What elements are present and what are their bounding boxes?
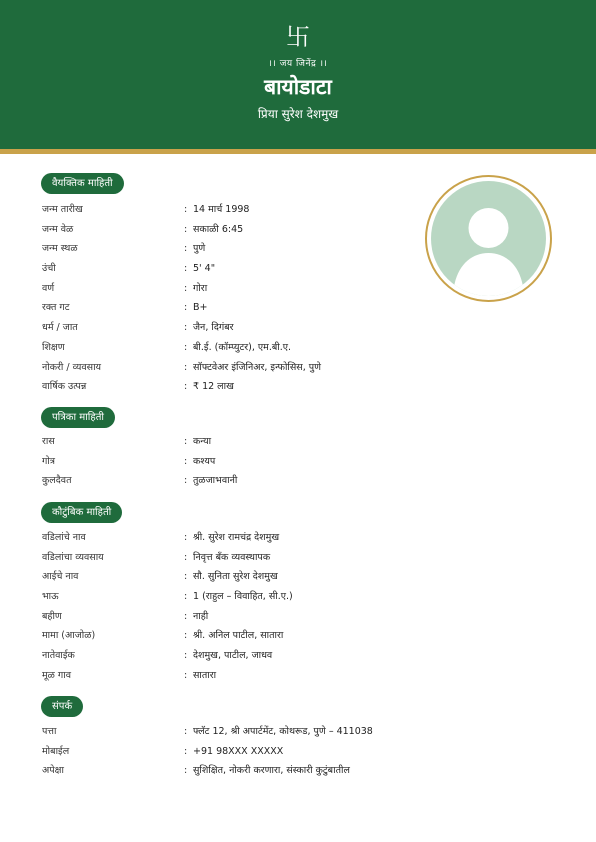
row-label: गोत्र bbox=[42, 455, 56, 467]
row-label: मोबाईल bbox=[42, 745, 70, 757]
row-colon: : bbox=[184, 551, 188, 563]
info-row bbox=[42, 200, 442, 220]
row-label: कुलदैवत bbox=[42, 475, 72, 487]
row-label: वर्ण bbox=[42, 282, 55, 294]
row-label: नोकरी / व्यवसाय bbox=[42, 361, 102, 373]
row-colon: : bbox=[184, 322, 188, 334]
row-value: 14 मार्च 1998 bbox=[193, 204, 250, 215]
row-colon: : bbox=[184, 436, 188, 447]
profile-photo-frame bbox=[425, 175, 552, 302]
info-row bbox=[42, 318, 442, 338]
row-colon: : bbox=[184, 282, 188, 294]
section-family-rows bbox=[42, 528, 442, 686]
row-label: वडिलांचा व्यवसाय bbox=[42, 551, 104, 563]
row-label: बहीण bbox=[42, 610, 62, 622]
row-label: वडिलांचे नाव bbox=[42, 532, 86, 543]
row-label: शिक्षण bbox=[42, 341, 65, 353]
section-horoscope-rows bbox=[42, 432, 442, 491]
info-row bbox=[42, 239, 442, 259]
row-value: गोरा bbox=[193, 282, 208, 294]
row-colon: : bbox=[184, 610, 188, 622]
row-value: निवृत्त बँक व्यवस्थापक bbox=[193, 551, 271, 563]
info-row bbox=[42, 626, 442, 646]
info-row bbox=[42, 646, 442, 666]
row-value: सौ. सुनिता सुरेश देशमुख bbox=[193, 571, 278, 583]
header-divider bbox=[0, 149, 596, 154]
section-contact-rows bbox=[42, 722, 442, 781]
info-row bbox=[42, 279, 442, 299]
info-row bbox=[42, 452, 442, 472]
info-row bbox=[42, 567, 442, 587]
user-avatar-icon bbox=[431, 181, 546, 296]
info-row bbox=[42, 607, 442, 627]
row-label: धर्म / जात bbox=[42, 322, 78, 334]
info-row bbox=[42, 471, 442, 491]
row-colon: : bbox=[184, 361, 188, 373]
row-label: आईचे नाव bbox=[42, 571, 79, 583]
info-row bbox=[42, 722, 442, 742]
row-label: नातेवाईक bbox=[42, 650, 75, 662]
row-colon: : bbox=[184, 669, 188, 681]
row-colon: : bbox=[184, 223, 188, 235]
row-label: जन्म वेळ bbox=[42, 223, 74, 235]
row-colon: : bbox=[184, 263, 188, 275]
row-value: +91 98XXX XXXXX bbox=[193, 745, 284, 757]
row-colon: : bbox=[184, 630, 188, 642]
row-label: मामा (आजोळ) bbox=[42, 630, 96, 642]
row-colon: : bbox=[184, 726, 188, 737]
row-value: कन्या bbox=[193, 436, 212, 447]
row-label: पत्ता bbox=[42, 726, 57, 737]
info-row bbox=[42, 761, 442, 781]
row-colon: : bbox=[184, 243, 188, 255]
row-value: सॉफ्टवेअर इंजिनिअर, इन्फोसिस, पुणे bbox=[193, 361, 322, 373]
row-colon: : bbox=[184, 571, 188, 583]
swastika-symbol-icon: 卐 bbox=[286, 23, 310, 51]
section-title-personal: वैयक्तिक माहिती bbox=[41, 173, 124, 194]
row-label: अपेक्षा bbox=[42, 765, 64, 777]
row-value: 5' 4" bbox=[193, 263, 216, 275]
row-value: श्री. अनिल पाटील, सातारा bbox=[193, 630, 284, 642]
row-value: श्री. सुरेश रामचंद्र देशमुख bbox=[193, 532, 280, 543]
section-personal-rows bbox=[42, 200, 442, 397]
row-value: देशमुख, पाटील, जाधव bbox=[193, 650, 273, 662]
info-row bbox=[42, 666, 442, 686]
row-label: रास bbox=[42, 436, 55, 447]
row-value: पुणे bbox=[193, 243, 206, 255]
row-label: जन्म स्थळ bbox=[42, 243, 78, 255]
row-label: उंची bbox=[42, 263, 56, 275]
row-value: नाही bbox=[193, 610, 209, 622]
info-row bbox=[42, 587, 442, 607]
row-value: सुशिक्षित, नोकरी करणारा, संस्कारी कुटुंबातील bbox=[193, 765, 350, 777]
row-label: भाऊ bbox=[42, 591, 59, 603]
section-title-contact: संपर्क bbox=[41, 696, 83, 717]
profile-photo bbox=[431, 181, 546, 296]
row-value: 1 (राहुल – विवाहित, सी.ए.) bbox=[193, 591, 293, 603]
row-value: B+ bbox=[193, 302, 208, 314]
row-label: वार्षिक उत्पन्न bbox=[42, 381, 87, 393]
section-title-horoscope: पत्रिका माहिती bbox=[41, 407, 115, 428]
row-value: सातारा bbox=[193, 669, 217, 681]
tagline: ।। जय जिनेंद्र ।। bbox=[268, 59, 328, 69]
info-row bbox=[42, 548, 442, 568]
page-title: बायोडाटा bbox=[264, 75, 332, 99]
row-label: मूळ गाव bbox=[42, 669, 72, 681]
row-value: बी.ई. (कॉम्प्युटर), एम.बी.ए. bbox=[193, 341, 292, 353]
info-row bbox=[42, 528, 442, 548]
row-colon: : bbox=[184, 650, 188, 662]
info-row bbox=[42, 338, 442, 358]
row-colon: : bbox=[184, 745, 188, 757]
row-value: सकाळी 6:45 bbox=[193, 223, 244, 235]
row-colon: : bbox=[184, 455, 188, 467]
row-colon: : bbox=[184, 532, 188, 543]
info-row bbox=[42, 358, 442, 378]
info-row bbox=[42, 259, 442, 279]
section-title-family: कौटुंबिक माहिती bbox=[41, 502, 122, 523]
row-colon: : bbox=[184, 341, 188, 353]
info-row bbox=[42, 742, 442, 762]
row-colon: : bbox=[184, 591, 188, 603]
row-colon: : bbox=[184, 765, 188, 777]
info-row bbox=[42, 220, 442, 240]
row-colon: : bbox=[184, 475, 188, 487]
row-colon: : bbox=[184, 204, 188, 215]
info-row bbox=[42, 377, 442, 397]
row-value: ₹ 12 लाख bbox=[193, 381, 234, 393]
row-colon: : bbox=[184, 302, 188, 314]
row-value: तुळजाभवानी bbox=[193, 475, 238, 487]
header-banner bbox=[0, 0, 596, 149]
row-value: कश्यप bbox=[193, 455, 216, 467]
info-row bbox=[42, 298, 442, 318]
person-name: प्रिया सुरेश देशमुख bbox=[257, 107, 339, 121]
row-colon: : bbox=[184, 381, 188, 393]
row-label: रक्त गट bbox=[42, 302, 70, 314]
row-label: जन्म तारीख bbox=[42, 204, 83, 215]
row-value: फ्लॅट 12, श्री अपार्टमेंट, कोथरूड, पुणे – 411038 bbox=[193, 726, 373, 737]
info-row bbox=[42, 432, 442, 452]
row-value: जैन, दिगंबर bbox=[193, 322, 234, 334]
